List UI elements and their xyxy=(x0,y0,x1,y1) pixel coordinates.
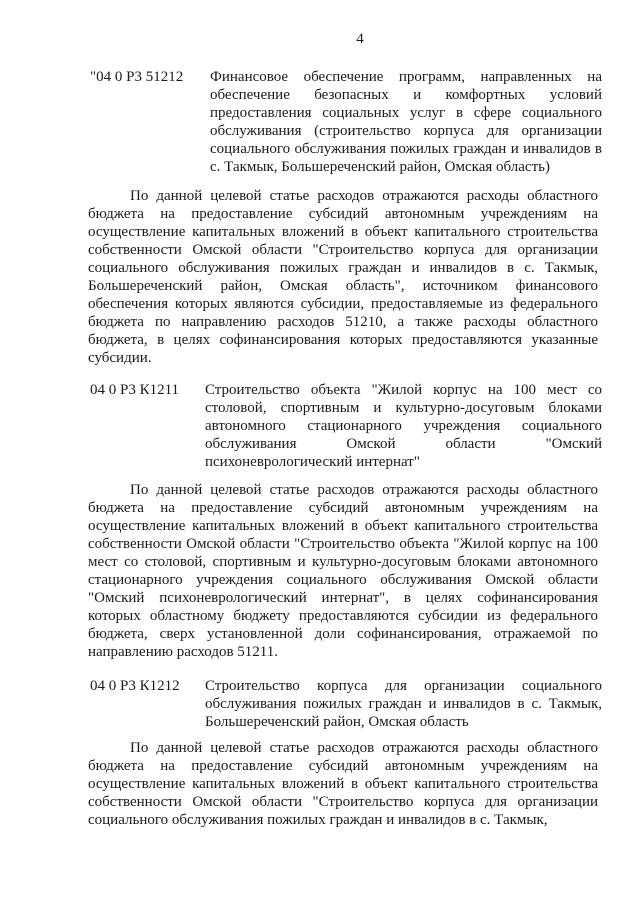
budget-code: 04 0 Р3 К1211 xyxy=(90,382,180,398)
budget-description: Финансовое обеспечение программ, направленных на обеспечение безопасных и комфортных условий предоставления социальных услуг в сфере социального обслуживания (строительство корпуса для организации социального обслуживания пожилых граждан и инвалидов в с. Такмык, Большереченский район, Омская область) xyxy=(210,69,602,175)
budget-code: "04 0 Р3 51212 xyxy=(90,69,184,85)
body-paragraph: По данной целевой статье расходов отражаются расходы областного бюджета на предоставление субсидий автономным учреждениям на осуществление капитальных вложений в объект капитального строительства собственности Омской области "Строительство корпуса для организации социального обслуживания пожилых граждан и инвалидов в с. Такмык, Большереченский район, Омская область", источником финансового обеспечения которых являются субсидии, предоставляемые из федерального бюджета по направлению расходов 51210, а также расходы областного бюджета, в целях софинансирования которых предоставляются указанные субсидии. xyxy=(88,188,598,366)
body-paragraph: По данной целевой статье расходов отражаются расходы областного бюджета на предоставление субсидий автономным учреждениям на осуществление капитальных вложений в объект капитального строительства собственности Омской области "Строительство объекта "Жилой корпус на 100 мест со столовой, спортивным и культурно-досуговым блоками автономного стационарного учреждения социального обслуживания Омской области "Омский психоневрологический интернат", в целях софинансирования которых областному бюджету предоставляются субсидии из федерального бюджета, сверх установленной доли софинансирования, отражаемой по направлению расходов 51211. xyxy=(88,482,598,660)
page-number: 4 xyxy=(356,31,364,47)
body-paragraph: По данной целевой статье расходов отражаются расходы областного бюджета на предоставление субсидий автономным учреждениям на осуществление капитальных вложений в объект капитального строительства собственности Омской области "Строительство корпуса для организации социального обслуживания пожилых граждан и инвалидов в с. Такмык, xyxy=(88,740,598,828)
budget-description: Строительство корпуса для организации социального обслуживания пожилых граждан и инвалидов в с. Такмык, Большереченский район, Омская область xyxy=(205,678,602,730)
budget-description: Строительство объекта "Жилой корпус на 100 мест со столовой, спортивным и культурно-досуговым блоками автономного стационарного учреждения социального обслуживания Омской области "Омский психоневрологический интернат" xyxy=(205,382,602,470)
budget-code: 04 0 Р3 К1212 xyxy=(90,678,180,694)
